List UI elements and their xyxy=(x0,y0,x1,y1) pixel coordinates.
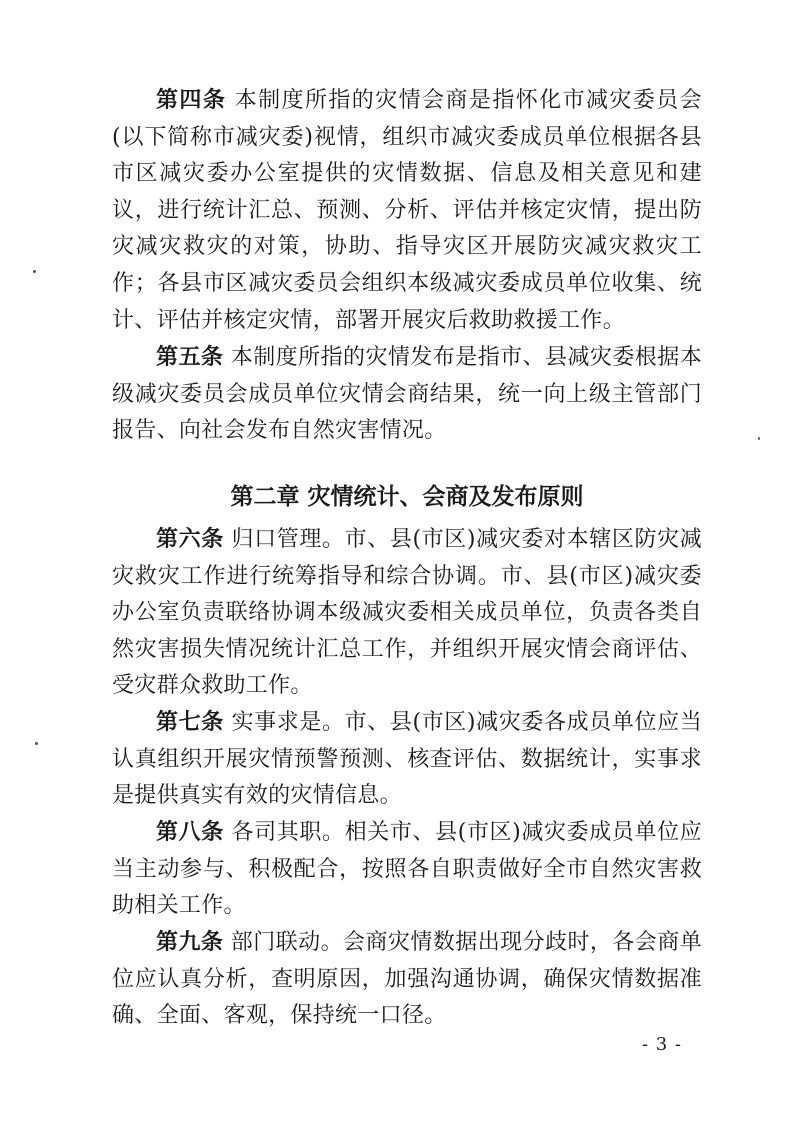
page-number: - 3 - xyxy=(641,1034,682,1055)
article-9 xyxy=(112,924,702,1035)
article-text: 部门联动。会商灾情数据出现分歧时，各会商单位应认真分析，查明原因，加强沟通协调，确保灾情数据准确、全面、客观，保持统一口径。 xyxy=(112,930,703,1029)
chapter-heading: 第二章 灾情统计、会商及发布原则 xyxy=(230,483,584,510)
article-text: 本制度所指的灾情发布是指市、县减灾委根据本级减灾委员会成员单位灾情会商结果，统一向上级主管部门报告、向社会发布自然灾害情况。 xyxy=(112,345,703,444)
article-label: 第八条 xyxy=(156,819,224,845)
article-8 xyxy=(112,814,702,925)
article-5 xyxy=(112,339,702,450)
scan-speck xyxy=(33,270,36,273)
article-text: 各司其职。相关市、县(市区)减灾委成员单位应当主动参与、积极配合，按照各自职责做好全市自然灾害救助相关工作。 xyxy=(112,820,703,919)
article-label: 第五条 xyxy=(156,344,224,370)
scan-speck xyxy=(758,437,760,440)
article-label: 第九条 xyxy=(156,929,224,955)
article-4 xyxy=(112,82,702,339)
article-label: 第七条 xyxy=(156,709,224,735)
scan-speck xyxy=(35,742,38,745)
article-text: 实事求是。市、县(市区)减灾委各成员单位应当认真组织开展灾情预警预测、核查评估、数据统计，实事求是提供真实有效的灾情信息。 xyxy=(112,710,703,809)
article-7 xyxy=(112,704,702,815)
article-text: 归口管理。市、县(市区)减灾委对本辖区防灾减灾救灾工作进行统筹指导和综合协调。市、县(市区)减灾委办公室负责联络协调本级减灾委相关成员单位，负责各类自然灾害损失情况统计汇总工作，并组织开展灾情会商评估、受灾群众救助工作。 xyxy=(112,527,703,699)
article-text: 本制度所指的灾情会商是指怀化市减灾委员会(以下简称市减灾委)视情，组织市减灾委成员单位根据各县市区减灾委办公室提供的灾情数据、信息及相关意见和建议，进行统计汇总、预测、分析、评估并核定灾情，提出防灾减灾救灾的对策，协助、指导灾区开展防灾减灾救灾工作；各县市区减灾委员会组织本级减灾委成员单位收集、统计、评估并核定灾情，部署开展灾后救助救援工作。 xyxy=(112,88,702,333)
article-6 xyxy=(112,521,702,705)
article-label: 第四条 xyxy=(156,87,227,113)
article-label: 第六条 xyxy=(156,526,224,552)
